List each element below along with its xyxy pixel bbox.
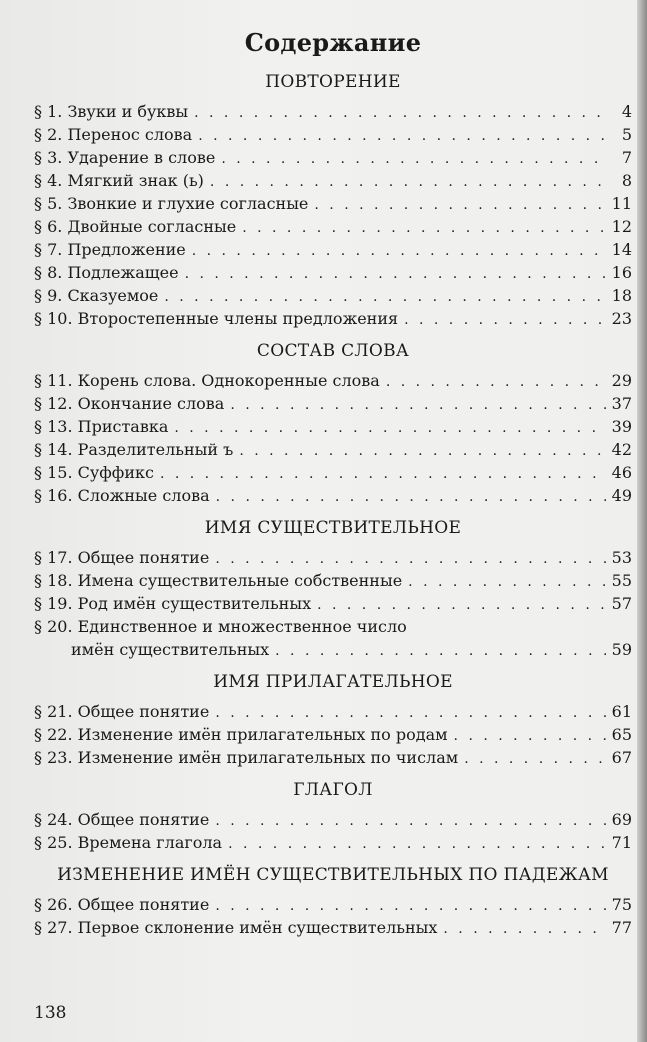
section-heading: ИМЯ СУЩЕСТВИТЕЛЬНОЕ: [204, 518, 462, 538]
dot-leader: [230, 394, 605, 417]
toc-section: [34, 671, 632, 769]
entry-title: § 17. Общее понятие: [34, 548, 210, 567]
entry-title: § 1. Звуки и буквы: [34, 102, 189, 121]
dot-leader: [221, 148, 608, 171]
dot-leader: [242, 217, 605, 240]
entry-title: § 3. Ударение в слове: [34, 148, 216, 167]
dot-leader: [192, 240, 606, 263]
entry-title: § 19. Род имён существительных: [34, 594, 312, 613]
dot-leader: [174, 417, 605, 440]
entry-page-number: 12: [611, 217, 632, 236]
dot-leader: [160, 463, 606, 486]
toc-entry[interactable]: [34, 123, 632, 146]
toc-entry[interactable]: [34, 723, 632, 746]
entry-title: § 15. Суффикс: [34, 463, 154, 482]
entry-title-line2: имён существительных: [71, 640, 270, 659]
page-title: Содержание: [244, 28, 422, 57]
entry-page-number: 69: [611, 810, 632, 829]
toc-section: [34, 517, 632, 661]
entry-title: § 9. Сказуемое: [34, 286, 159, 305]
toc-section: [34, 779, 632, 854]
entry-page-number: 14: [611, 240, 632, 259]
entry-title: § 11. Корень слова. Однокоренные слова: [34, 371, 380, 390]
toc-entry[interactable]: [34, 546, 632, 569]
dot-leader: [239, 440, 605, 463]
entry-title: § 2. Перенос слова: [34, 125, 193, 144]
toc-entry[interactable]: [34, 215, 632, 238]
page-edge-shadow: [637, 0, 647, 1042]
entry-page-number: 39: [611, 417, 632, 436]
section-heading: ПОВТОРЕНИЕ: [265, 72, 401, 92]
toc-entry[interactable]: [34, 916, 632, 939]
section-heading: ИЗМЕНЕНИЕ ИМЁН СУЩЕСТВИТЕЛЬНЫХ ПО ПАДЕЖАМ: [57, 865, 609, 885]
dot-leader: [215, 895, 605, 918]
dot-leader: [454, 725, 606, 748]
toc-entry[interactable]: [34, 893, 632, 916]
dot-leader: [215, 810, 605, 833]
toc-entry[interactable]: [34, 484, 632, 507]
entry-title: § 20. Единственное и множественное число: [34, 617, 407, 636]
toc-entry[interactable]: [34, 615, 632, 661]
entry-page-number: 7: [621, 148, 632, 167]
entry-page-number: 18: [611, 286, 632, 305]
toc-section: [34, 71, 632, 330]
dot-leader: [164, 286, 605, 309]
dot-leader: [317, 594, 606, 617]
dot-leader: [215, 702, 605, 725]
dot-leader: [275, 640, 605, 663]
toc-entry[interactable]: [34, 415, 632, 438]
entry-title: § 10. Второстепенные члены предложения: [34, 309, 399, 328]
entry-title: § 13. Приставка: [34, 417, 169, 436]
toc-section: [34, 864, 632, 939]
toc-entry[interactable]: [34, 238, 632, 261]
entry-page-number: 67: [611, 748, 632, 767]
toc-entry[interactable]: [34, 700, 632, 723]
toc-entry[interactable]: [34, 369, 632, 392]
entry-page-number: 23: [611, 309, 632, 328]
entry-page-number: 5: [621, 125, 632, 144]
entry-page-number: 57: [611, 594, 632, 613]
toc: [34, 28, 632, 939]
dot-leader: [210, 171, 608, 194]
section-heading: СОСТАВ СЛОВА: [256, 341, 410, 361]
dot-leader: [228, 833, 606, 856]
entry-title: § 5. Звонкие и глухие согласные: [34, 194, 309, 213]
entry-page-number: 29: [611, 371, 632, 390]
dot-leader: [464, 748, 605, 771]
entry-page-number: 49: [611, 486, 632, 505]
entry-title: § 16. Сложные слова: [34, 486, 210, 505]
entry-title: § 25. Времена глагола: [34, 833, 223, 852]
toc-entry[interactable]: [34, 392, 632, 415]
toc-entry[interactable]: [34, 592, 632, 615]
dot-leader: [216, 486, 606, 509]
dot-leader: [443, 918, 605, 941]
entry-title: § 22. Изменение имён прилагательных по родам: [34, 725, 448, 744]
toc-entry[interactable]: [34, 307, 632, 330]
entry-page-number: 55: [611, 571, 632, 590]
toc-entry[interactable]: [34, 438, 632, 461]
entry-title: § 18. Имена существительные собственные: [34, 571, 403, 590]
dot-leader: [185, 263, 606, 286]
entry-title: § 26. Общее понятие: [34, 895, 210, 914]
entry-page-number: 77: [611, 918, 632, 937]
section-heading: ИМЯ ПРИЛАГАТЕЛЬНОЕ: [213, 672, 453, 692]
entry-title: § 24. Общее понятие: [34, 810, 210, 829]
toc-entry[interactable]: [34, 808, 632, 831]
toc-entry[interactable]: [34, 169, 632, 192]
entry-title-continuation: [34, 638, 632, 661]
entry-title: § 27. Первое склонение имён существительных: [34, 918, 438, 937]
toc-entry[interactable]: [34, 261, 632, 284]
entry-page-number: 59: [611, 640, 632, 659]
entry-page-number: 37: [611, 394, 632, 413]
entry-title: § 7. Предложение: [34, 240, 186, 259]
entry-page-number: 75: [611, 895, 632, 914]
toc-entry[interactable]: [34, 569, 632, 592]
toc-entry[interactable]: [34, 284, 632, 307]
page-number: 138: [34, 1003, 67, 1023]
entry-page-number: 4: [621, 102, 632, 121]
toc-entry[interactable]: [34, 461, 632, 484]
entry-title: § 12. Окончание слова: [34, 394, 225, 413]
entry-title: § 6. Двойные согласные: [34, 217, 237, 236]
toc-entry[interactable]: [34, 746, 632, 769]
entry-page-number: 71: [611, 833, 632, 852]
dot-leader: [215, 548, 605, 571]
toc-entry[interactable]: [34, 192, 632, 215]
dot-leader: [314, 194, 605, 217]
dot-leader: [404, 309, 606, 332]
entry-title: § 8. Подлежащее: [34, 263, 179, 282]
dot-leader: [408, 571, 605, 594]
entry-page-number: 16: [611, 263, 632, 282]
entry-title: § 21. Общее понятие: [34, 702, 210, 721]
entry-title: § 23. Изменение имён прилагательных по числам: [34, 748, 459, 767]
dot-leader: [194, 102, 608, 125]
entry-page-number: 42: [611, 440, 632, 459]
section-heading: ГЛАГОЛ: [293, 780, 373, 800]
toc-section: [34, 340, 632, 507]
entry-page-number: 65: [611, 725, 632, 744]
dot-leader: [198, 125, 608, 148]
entry-page-number: 11: [611, 194, 632, 213]
entry-page-number: 8: [621, 171, 632, 190]
entry-title: § 4. Мягкий знак (ь): [34, 171, 204, 190]
entry-page-number: 53: [611, 548, 632, 567]
toc-entry[interactable]: [34, 831, 632, 854]
toc-entry[interactable]: [34, 146, 632, 169]
toc-entry[interactable]: [34, 100, 632, 123]
entry-page-number: 46: [611, 463, 632, 482]
toc-sections: [34, 71, 632, 939]
entry-title: § 14. Разделительный ъ: [34, 440, 234, 459]
dot-leader: [386, 371, 606, 394]
entry-page-number: 61: [611, 702, 632, 721]
